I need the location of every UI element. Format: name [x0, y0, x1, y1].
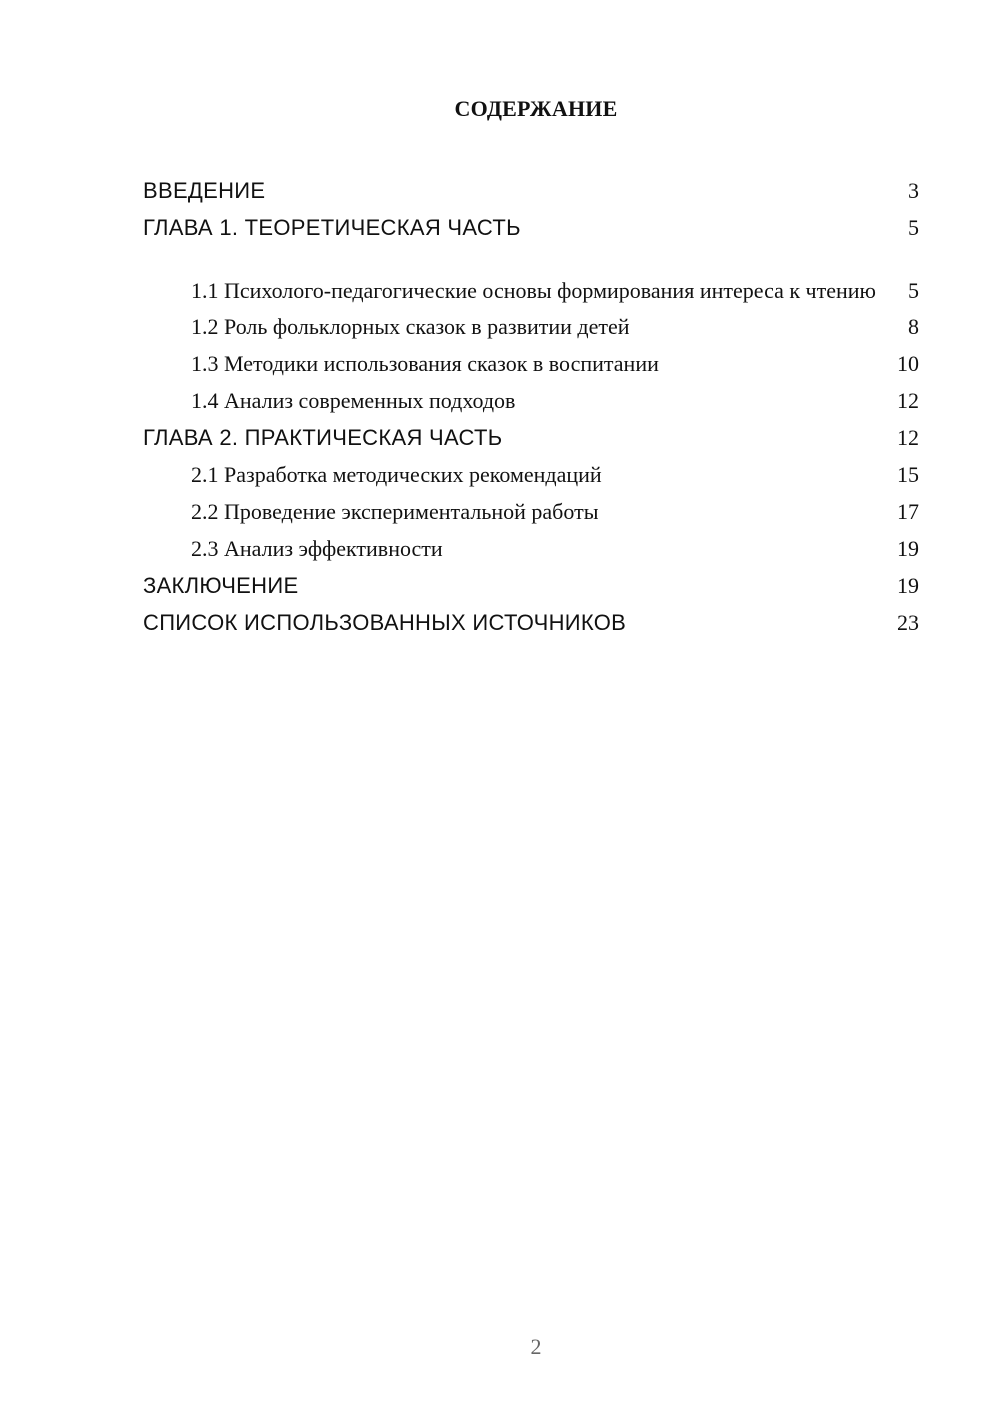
toc-item-page: 19 [897, 573, 919, 598]
toc-item-page: 17 [897, 499, 919, 524]
toc-item-page: 5 [908, 278, 919, 303]
toc-item-chapter-2[interactable] [143, 415, 919, 452]
toc-item-label: ЗАКЛЮЧЕНИЕ [143, 573, 299, 598]
toc-item-label: 2.2 Проведение экспериментальной работы [191, 499, 599, 524]
toc-item-page: 15 [897, 462, 919, 487]
toc-item-label: ГЛАВА 1. ТЕОРЕТИЧЕСКАЯ ЧАСТЬ [143, 215, 521, 240]
table-of-contents [143, 168, 919, 637]
toc-item-label: 1.3 Методики использования сказок в воспитании [191, 351, 659, 376]
toc-item-label: 1.1 Психолого-педагогические основы формирования интереса к чтению [191, 278, 876, 303]
toc-item-section-2-3[interactable] [143, 526, 919, 563]
toc-item-page: 12 [897, 388, 919, 413]
toc-item-page: 19 [897, 536, 919, 561]
toc-item-page: 23 [897, 610, 919, 635]
toc-item-section-1-1[interactable] [143, 242, 919, 304]
toc-item-introduction[interactable] [143, 168, 919, 205]
toc-item-page: 10 [897, 351, 919, 376]
toc-item-references[interactable] [143, 600, 919, 637]
toc-item-section-1-4[interactable] [143, 378, 919, 415]
toc-item-page: 3 [908, 178, 919, 203]
toc-item-page: 12 [897, 425, 919, 450]
toc-item-section-1-2[interactable] [143, 304, 919, 341]
toc-item-section-2-2[interactable] [143, 489, 919, 526]
toc-item-chapter-1[interactable] [143, 205, 919, 242]
toc-item-page: 5 [908, 215, 919, 240]
toc-item-section-2-1[interactable] [143, 452, 919, 489]
toc-item-label: 2.1 Разработка методических рекомендаций [191, 462, 602, 487]
toc-item-label: СПИСОК ИСПОЛЬЗОВАННЫХ ИСТОЧНИКОВ [143, 610, 627, 635]
toc-item-section-1-3[interactable] [143, 341, 919, 378]
toc-title: СОДЕРЖАНИЕ [454, 96, 618, 121]
page-number: 2 [530, 1334, 542, 1359]
toc-item-label: ВВЕДЕНИЕ [143, 178, 266, 203]
toc-item-page: 8 [908, 314, 919, 339]
toc-item-label: 1.4 Анализ современных подходов [191, 388, 516, 413]
toc-item-label: 2.3 Анализ эффективности [191, 536, 443, 561]
toc-item-label: 1.2 Роль фольклорных сказок в развитии детей [191, 314, 630, 339]
toc-item-label: ГЛАВА 2. ПРАКТИЧЕСКАЯ ЧАСТЬ [143, 425, 503, 450]
toc-item-conclusion[interactable] [143, 563, 919, 600]
